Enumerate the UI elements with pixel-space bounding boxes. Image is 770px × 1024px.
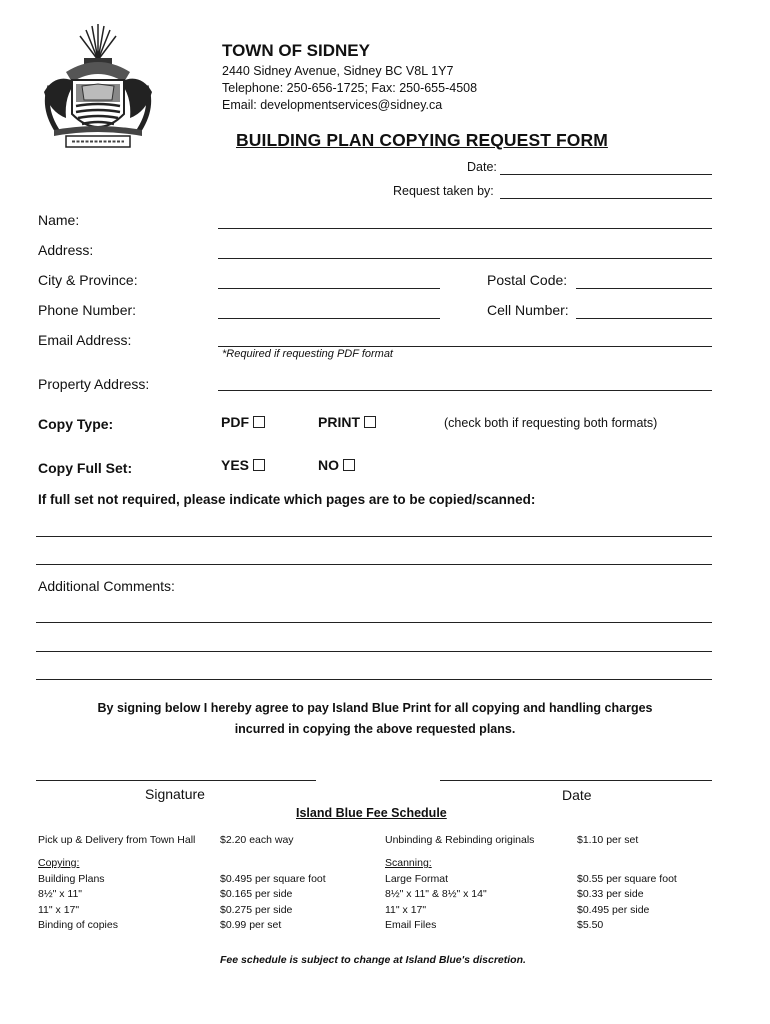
city-province-field[interactable] [218,288,440,289]
form-title: BUILDING PLAN COPYING REQUEST FORM [236,130,608,150]
comments-field-line-2[interactable] [36,651,712,652]
fee-price: $0.275 per side [220,903,293,916]
property-address-label: Property Address: [38,376,150,392]
copying-prices [220,872,326,934]
pdf-label: PDF [221,414,249,430]
org-email: Email: developmentservices@sidney.ca [222,98,443,112]
copy-full-set-label: Copy Full Set: [38,460,133,476]
no-checkbox[interactable] [343,459,355,471]
cell-number-label: Cell Number: [487,302,569,318]
fee-price: $0.99 per set [220,919,282,931]
yes-option[interactable] [221,457,265,473]
name-field[interactable] [218,228,712,229]
fee-item: Building Plans [38,872,105,885]
no-label: NO [318,457,339,473]
org-phone: Telephone: 250-656-1725; Fax: 250-655-4508 [222,81,478,95]
fee-item: 8½" x 11" [38,888,83,900]
fee-item: 11" x 17" [385,903,427,916]
fee-item: Large Format [385,872,449,885]
copying-list [38,856,118,934]
pickup-label: Pick up & Delivery from Town Hall [38,834,196,846]
comments-field-line-1[interactable] [36,622,712,623]
pages-instruction: If full set not required, please indicate which pages are to be copied/scanned: [38,492,536,507]
copying-heading: Copying: [38,857,80,869]
org-name: TOWN OF SIDNEY [222,41,370,60]
fee-schedule-title: Island Blue Fee Schedule [296,806,447,820]
date-label: Date: [467,160,497,174]
fee-footnote: Fee schedule is subject to change at Island Blue's discretion. [220,954,526,966]
yes-checkbox[interactable] [253,459,265,471]
town-crest-logo [36,22,160,150]
phone-number-field[interactable] [218,318,440,319]
pickup-price: $2.20 each way [220,834,294,846]
name-label: Name: [38,212,80,228]
pages-field-line-2[interactable] [36,564,712,565]
fee-price: $0.165 per side [220,888,293,900]
email-address-field[interactable] [218,346,712,347]
signature-label: Signature [145,786,205,802]
scanning-heading: Scanning: [385,857,432,869]
scanning-list [385,856,487,934]
cell-number-field[interactable] [576,318,712,319]
pages-field-line-1[interactable] [36,536,712,537]
pdf-option[interactable] [221,414,265,430]
fee-price: $0.55 per square foot [577,872,677,885]
unbinding-label: Unbinding & Rebinding originals [385,834,535,846]
comments-field-line-3[interactable] [36,679,712,680]
fee-price: $0.33 per side [577,888,644,900]
print-checkbox[interactable] [364,416,376,428]
print-option[interactable] [318,414,376,430]
signature-date-field[interactable] [440,780,712,781]
org-address: 2440 Sidney Avenue, Sidney BC V8L 1Y7 [222,64,454,78]
additional-comments-label: Additional Comments: [38,578,175,594]
no-option[interactable] [318,457,355,473]
address-field[interactable] [218,258,712,259]
fee-item: Email Files [385,919,437,931]
city-province-label: City & Province: [38,272,138,288]
fee-item: 11" x 17" [38,903,80,916]
email-address-label: Email Address: [38,332,132,348]
phone-number-label: Phone Number: [38,302,137,318]
fee-item: Binding of copies [38,919,118,931]
date-field[interactable] [500,174,712,175]
unbinding-price: $1.10 per set [577,834,639,846]
signature-date-label: Date [562,787,592,803]
print-label: PRINT [318,414,360,430]
address-label: Address: [38,242,94,258]
request-taken-by-label: Request taken by: [393,184,494,198]
fee-price: $0.495 per square foot [220,872,326,885]
signature-field[interactable] [36,780,316,781]
copy-type-label: Copy Type: [38,416,114,432]
agreement-text-line-1: By signing below I hereby agree to pay Island Blue Print for all copying and handling charges [97,701,653,715]
postal-code-label: Postal Code: [487,272,568,288]
fee-item: 8½" x 11" & 8½" x 14" [385,888,487,900]
email-required-note: *Required if requesting PDF format [222,348,393,360]
agreement-text-line-2: incurred in copying the above requested plans. [234,722,516,736]
request-taken-by-field[interactable] [500,198,712,199]
copy-type-note: (check both if requesting both formats) [444,416,658,430]
postal-code-field[interactable] [576,288,712,289]
scanning-prices [577,872,677,934]
yes-label: YES [221,457,250,473]
fee-price: $5.50 [577,919,604,931]
fee-price: $0.495 per side [577,903,650,916]
property-address-field[interactable] [218,390,712,391]
pdf-checkbox[interactable] [253,416,265,428]
